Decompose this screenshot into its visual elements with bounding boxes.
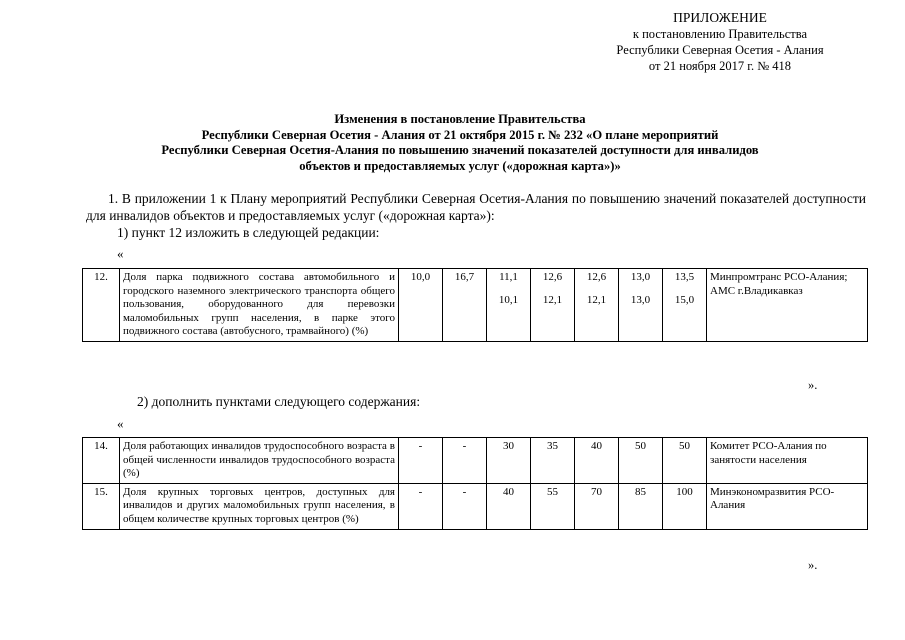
value-cell: - — [399, 438, 443, 484]
heading-line-4: объектов и предоставляемых услуг («дорожная карта»)» — [299, 158, 621, 173]
appendix-line-2: Республики Северная Осетия - Алания — [616, 43, 824, 57]
row-number: 15. — [83, 483, 120, 529]
heading-line-1: Изменения в постановление Правительства — [334, 112, 586, 126]
heading-line-3: Республики Северная Осетия-Алания по повышению значений показателей доступности для инвалидов — [161, 143, 759, 157]
open-quote-2: « — [117, 416, 124, 431]
table-row — [83, 483, 868, 529]
value-cell: 40 — [575, 438, 619, 484]
appendix-line-3: от 21 ноября 2017 г. № 418 — [648, 59, 792, 73]
sub-item-1: 1) пункт 12 изложить в следующей редакции: — [117, 225, 380, 240]
value-6b: 13,0 — [630, 293, 651, 306]
value-6a: 13,0 — [630, 271, 651, 283]
value-cell: 55 — [531, 483, 575, 529]
table-items-14-15 — [82, 437, 868, 530]
close-quote-2: ». — [808, 558, 818, 572]
appendix-title: ПРИЛОЖЕНИЕ — [673, 10, 767, 25]
value-cell: - — [399, 483, 443, 529]
value-4b: 12,1 — [542, 293, 563, 306]
value-cell-3 — [487, 269, 531, 342]
value-4a: 12,6 — [542, 271, 563, 283]
value-cell-7 — [663, 269, 707, 342]
row-executor: Комитет РСО-Алания по занятости населения — [707, 438, 868, 484]
table-row — [83, 438, 868, 484]
value-cell: - — [443, 438, 487, 484]
appendix-line-1: к постановлению Правительства — [632, 27, 808, 41]
row-executor — [707, 269, 868, 342]
executor-line-2: АМС г.Владикавказ — [710, 284, 803, 297]
value-cell: - — [443, 483, 487, 529]
value-7b: 15,0 — [674, 293, 695, 306]
appendix-block — [560, 10, 880, 74]
row-number: 12. — [83, 269, 120, 342]
value-cell: 50 — [663, 438, 707, 484]
open-quote-1: « — [117, 246, 124, 261]
document-heading — [110, 112, 810, 174]
value-5a: 12,6 — [586, 271, 607, 283]
value-cell-2: 16,7 — [443, 269, 487, 342]
heading-line-2: Республики Северная Осетия - Алания от 21 октября 2015 г. № 232 «О плане мероприятий — [201, 127, 719, 142]
value-7a: 13,5 — [674, 271, 695, 283]
value-cell-1: 10,0 — [399, 269, 443, 342]
table-item-12 — [82, 268, 868, 342]
value-cell: 40 — [487, 483, 531, 529]
executor-line-1: Минпромтранс РСО-Алания; — [710, 271, 848, 283]
row-number: 14. — [83, 438, 120, 484]
value-cell: 70 — [575, 483, 619, 529]
close-quote-1: ». — [808, 378, 818, 392]
value-cell: 50 — [619, 438, 663, 484]
value-3a: 11,1 — [499, 271, 518, 283]
value-3b: 10,1 — [498, 293, 519, 306]
value-cell: 85 — [619, 483, 663, 529]
row-description: Доля парка подвижного состава автомобильного и городского наземного электрического транспорта общего пользования, оборудованного для перевозки маломобильных групп населения, в парке этого подвижного состава (автобусного, трамвайного) (%) — [120, 269, 399, 342]
paragraph-1 — [86, 190, 866, 224]
row-description: Доля крупных торговых центров, доступных для инвалидов и других маломобильных групп населения, в общем количестве крупных торговых центров (%) — [120, 483, 399, 529]
row-executor: Минэкономразвития РСО-Алания — [707, 483, 868, 529]
value-cell: 35 — [531, 438, 575, 484]
paragraph-1-text: 1. В приложении 1 к Плану мероприятий Республики Северная Осетия-Алания по повышению значений показателей доступности для инвалидов объектов и предоставляемых услуг («дорожная карта»): — [86, 191, 866, 223]
row-description: Доля работающих инвалидов трудоспособного возраста в общей численности инвалидов трудоспособного возраста (%) — [120, 438, 399, 484]
table-row — [83, 269, 868, 342]
value-cell: 30 — [487, 438, 531, 484]
value-5b: 12,1 — [586, 293, 607, 306]
sub-item-2: 2) дополнить пунктами следующего содержания: — [137, 394, 421, 409]
value-cell-6 — [619, 269, 663, 342]
value-cell: 100 — [663, 483, 707, 529]
value-cell-4 — [531, 269, 575, 342]
value-cell-5 — [575, 269, 619, 342]
